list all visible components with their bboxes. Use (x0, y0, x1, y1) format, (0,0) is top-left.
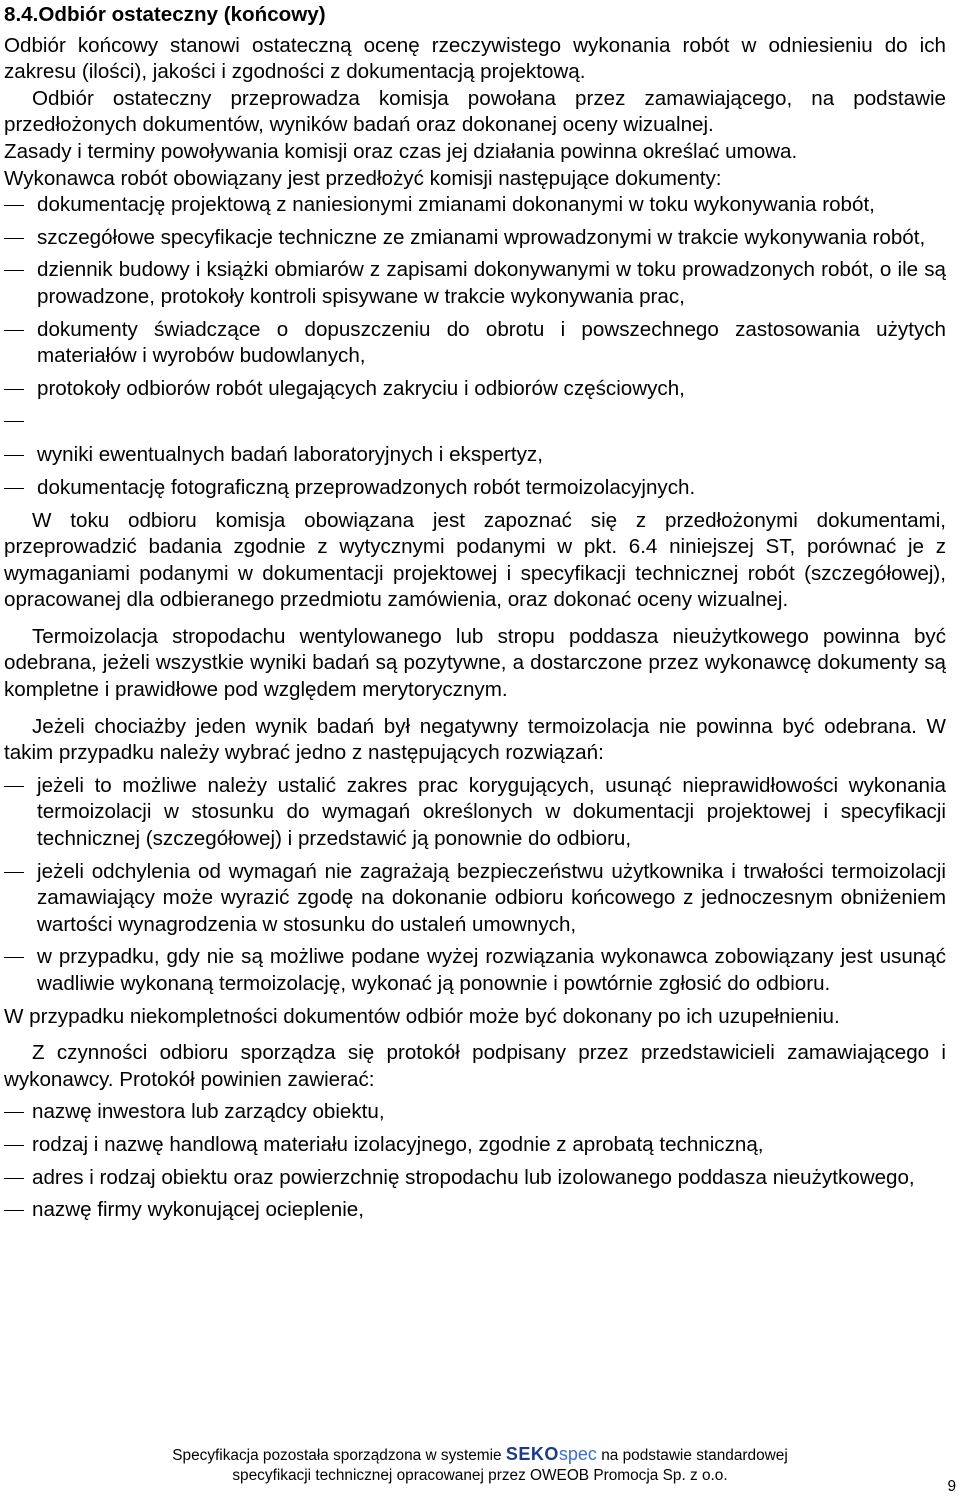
list-item: w przypadku, gdy nie są możliwe podane wyżej rozwiązania wykonawca zobowiązany jest usunąć wadliwie wykonaną termoizolację, wykonać ją ponownie i powtórnie zgłosić do odbioru. (37, 945, 946, 995)
footer-line-2: specyfikacji technicznej opracowanej przez OWEOB Promocja Sp. z o.o. (232, 1467, 728, 1484)
list-item: jeżeli odchylenia od wymagań nie zagrażają bezpieczeństwu użytkownika i trwałości termoizolacji zamawiający może wyrazić zgodę na dokonanie odbioru końcowego z jednoczesnym obniżeniem wartości wynagrodzenia w stosunku do ustaleń umownych, (37, 859, 946, 936)
list-item: dokumentację projektową z naniesionymi zmianami dokonanymi w toku wykonywania robót, (37, 193, 875, 217)
sekospec-logo-suffix: spec (558, 1444, 597, 1464)
list-item: rodzaj i nazwę handlową materiału izolacyjnego, zgodnie z aprobatą techniczną, (32, 1132, 764, 1156)
protocol-paragraph: Z czynności odbioru sporządza się protokół podpisany przez przedstawicieli zamawiającego i wykonawcy. Protokół powinien zawierać: (4, 1041, 946, 1091)
document-page (4, 0, 946, 1224)
page-number: 9 (947, 1478, 956, 1495)
intro-paragraph-2: Odbiór ostateczny przeprowadza komisja powołana przez zamawiającego, na podstawie przedłożonych dokumentów, wyników badań oraz dokonanej oceny wizualnej. (4, 86, 946, 137)
section-heading: 8.4.Odbiór ostateczny (końcowy) (4, 3, 326, 26)
list-item: dokumentację fotograficzną przeprowadzonych robót termoizolacyjnych. (37, 475, 696, 499)
documents-list (4, 192, 946, 501)
list-item: adres i rodzaj obiektu oraz powierzchnię stropodachu lub izolowanego poddasza nieużytkowego, (32, 1165, 915, 1189)
list-item: szczegółowe specyfikacje techniczne ze zmianami wprowadzonymi w trakcie wykonywania robót, (37, 225, 926, 249)
protocol-list (4, 1099, 946, 1223)
negative-result-paragraph: Jeżeli chociażby jeden wynik badań był negatywny termoizolacja nie powinna być odebrana. W takim przypadku należy wybrać jedno z następujących rozwiązań: (4, 714, 946, 765)
list-item: nazwę inwestora lub zarządcy obiektu, (32, 1100, 385, 1124)
sekospec-logo: SEKO (505, 1444, 559, 1464)
incomplete-docs-paragraph: W przypadku niekompletności dokumentów odbiór może być dokonany po ich uzupełnieniu. (4, 1004, 840, 1028)
list-item (4, 408, 946, 434)
list-item: wyniki ewentualnych badań laboratoryjnych i ekspertyz, (37, 443, 543, 467)
intro-paragraph-4: Wykonawca robót obowiązany jest przedłożyć komisji następujące dokumenty: (4, 166, 722, 190)
list-item: jeżeli to możliwe należy ustalić zakres prac korygujących, usunąć nieprawidłowości wykonania termoizolacji w stosunku do wymagań określonych w dokumentacji projektowej i specyfikacji technicznej (szczegółowej) i przedstawić ją ponownie do odbioru, (37, 773, 946, 851)
insulation-paragraph: Termoizolacja stropodachu wentylowanego lub stropu poddasza nieużytkowego powinna być odebrana, jeżeli wszystkie wyniki badań są pozytywne, a dostarczone przez wykonawcę dokumenty są kompletne i prawidłowe pod względem merytorycznym. (4, 624, 946, 702)
footer-line-1: Specyfikacja pozostała sporządzona w systemie SEKOspec na podstawie standardowej (172, 1444, 788, 1464)
intro-paragraph-3: Zasady i terminy powoływania komisji oraz czas jej działania powinna określać umowa. (4, 139, 798, 163)
commission-paragraph: W toku odbioru komisja obowiązana jest zapoznać się z przedłożonymi dokumentami, przeprowadzić badania zgodnie z wytycznymi podanymi w pkt. 6.4 niniejszej ST, porównać je z wymaganiami podanymi w dokumentacji projektowej i specyfikacji technicznej robót (szczegółowej), opracowanej dla odbieranego przedmiotu zamówienia, oraz dokonać oceny wizualnej. (4, 508, 946, 612)
list-item: dziennik budowy i książki obmiarów z zapisami dokonywanymi w toku prowadzonych robót, o ile są prowadzone, protokoły kontroli spisywane w trakcie wykonywania prac, (37, 258, 946, 308)
intro-paragraph-1: Odbiór końcowy stanowi ostateczną ocenę rzeczywistego wykonania robót w odniesieniu do ich zakresu (ilości), jakości i zgodności z dokumentacją projektową. (4, 33, 946, 84)
list-item: dokumenty świadczące o dopuszczeniu do obrotu i powszechnego zastosowania użytych materiałów i wyrobów budowlanych, (37, 317, 946, 368)
solutions-list (4, 773, 946, 998)
list-item: protokoły odbiorów robót ulegających zakryciu i odbiorów częściowych, (37, 376, 685, 400)
list-item: nazwę firmy wykonującej ocieplenie, (32, 1198, 364, 1222)
page-footer (0, 1444, 960, 1486)
